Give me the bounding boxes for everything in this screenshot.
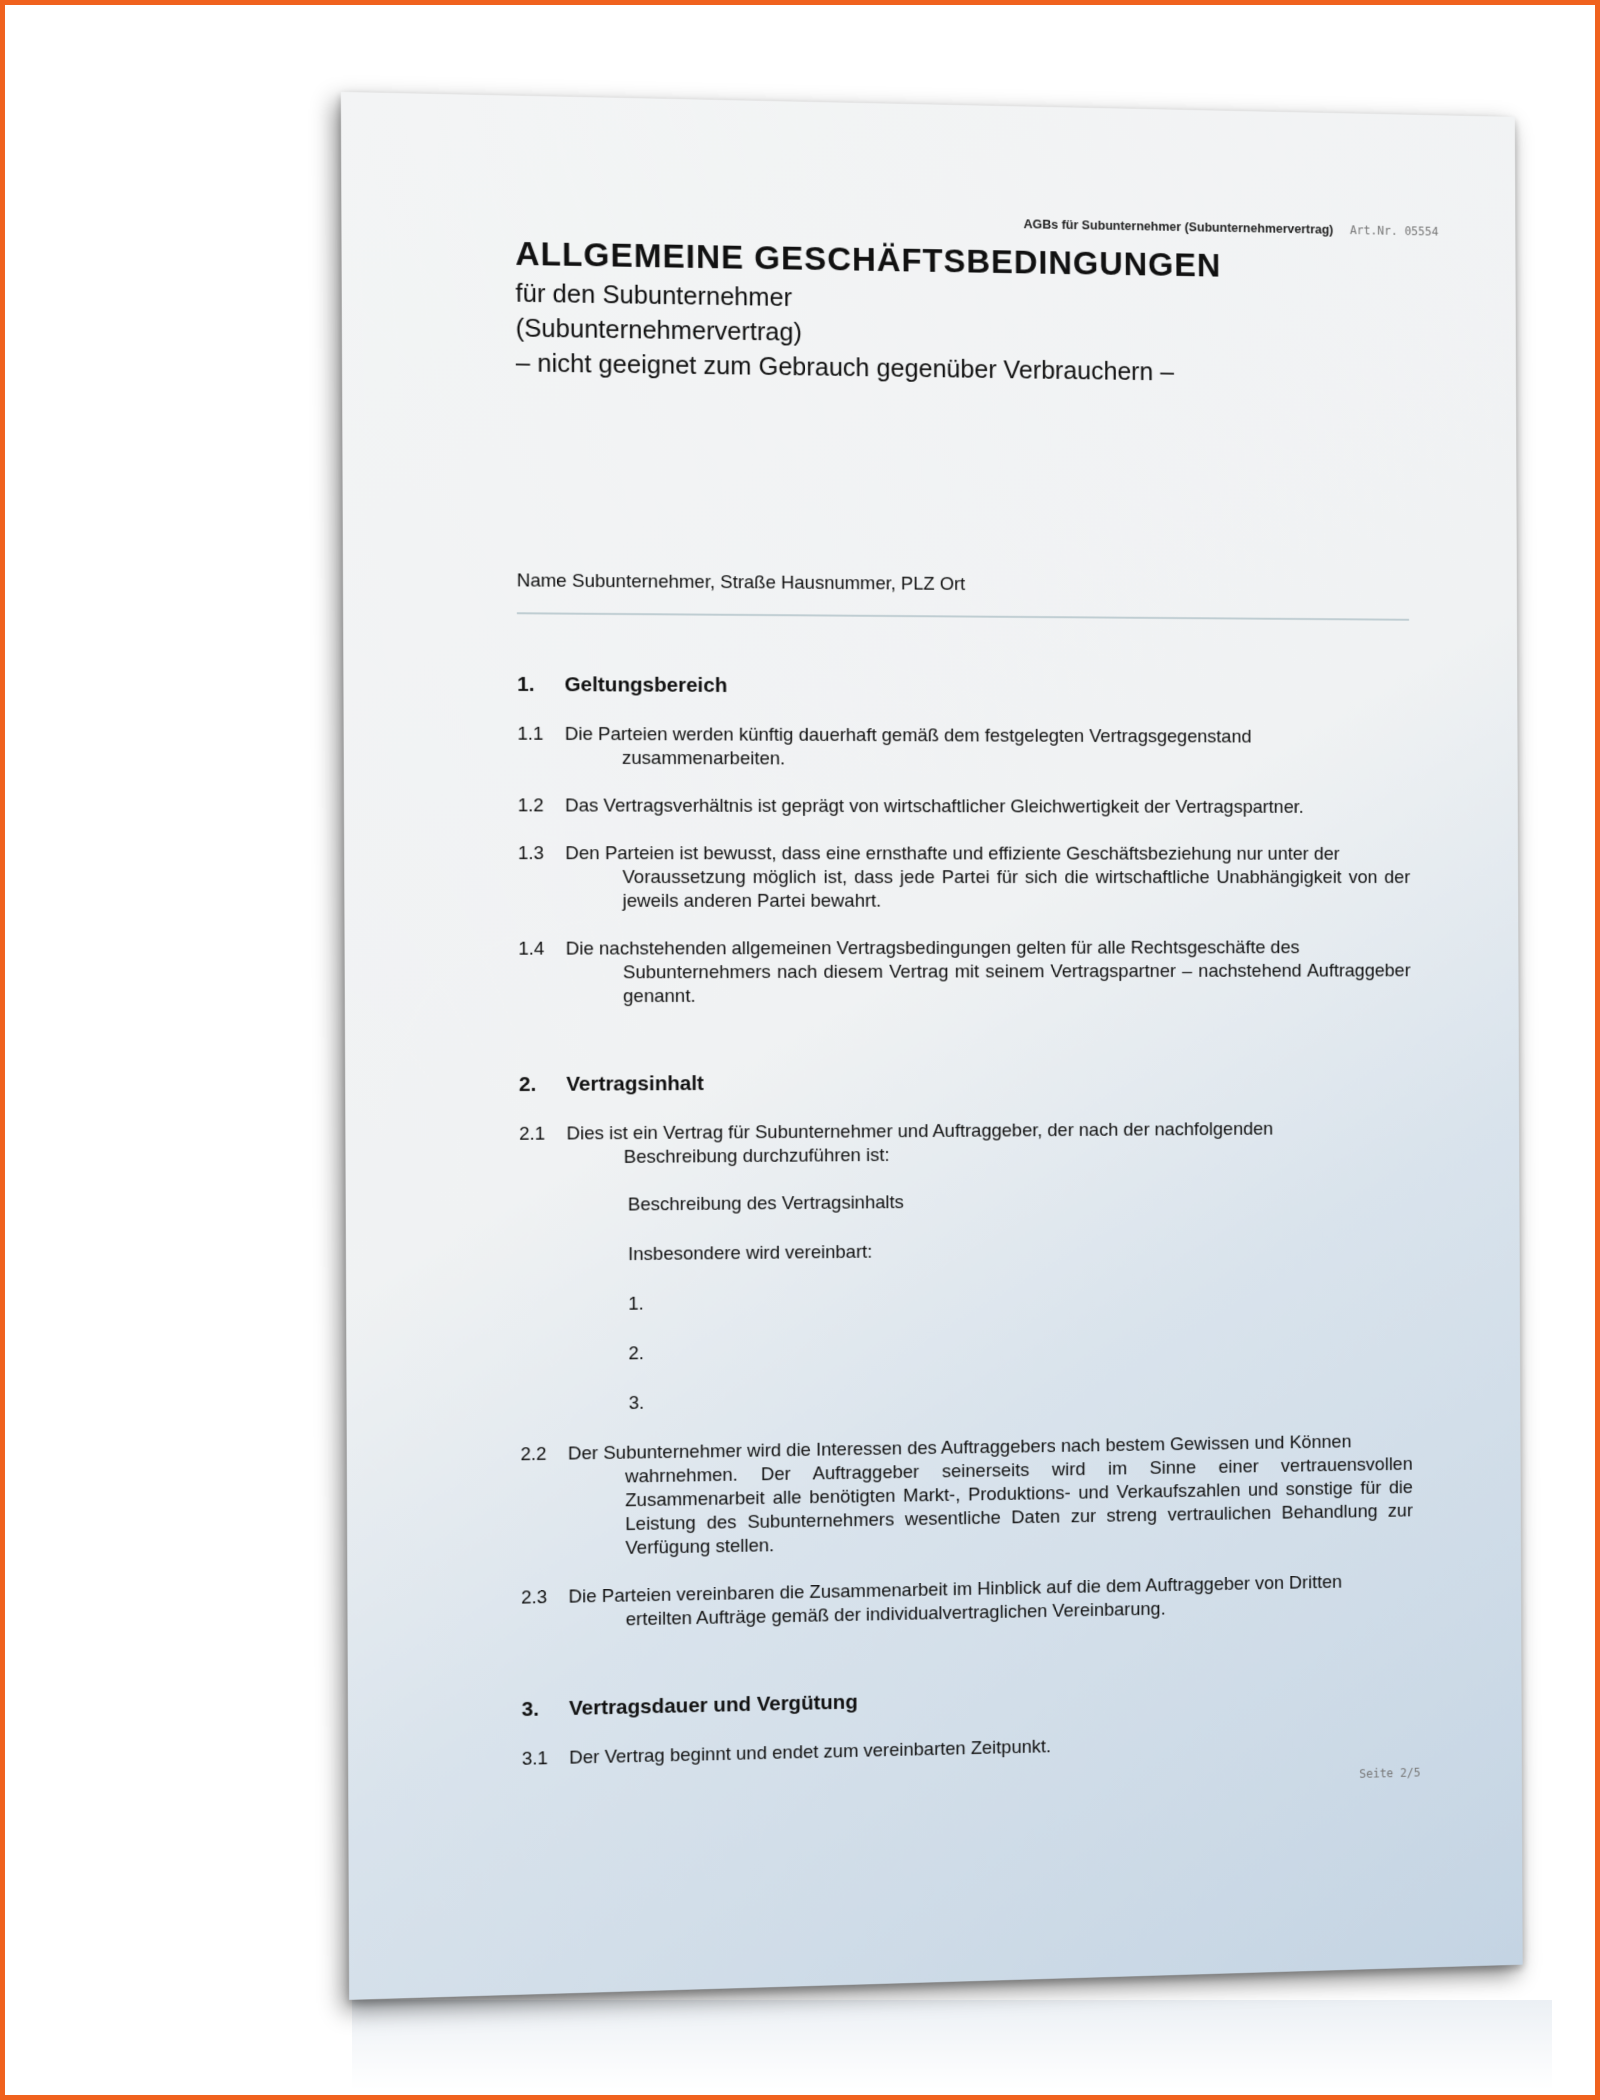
- clause-number: 1.4: [518, 938, 545, 960]
- page-number: Seite 2/5: [1359, 1765, 1421, 1781]
- section-number: 3.: [521, 1697, 539, 1722]
- clause-continuation: Voraussetzung möglich ist, dass jede Partei für sich die wirtschaftliche Unabhängigkeit von der jeweils anderen Partei bewahrt.: [622, 867, 1411, 912]
- clause-continuation: wahrnehmen. Der Auftraggeber seinerseits wird im Sinne einer vertrauensvollen Zusammenarbeit alle benötigten Markt-, Produktions- und Verkaufszahlen und sonstige für die Leistung des Subunternehmers wesentliche Daten zur streng vertraulichen Behandlung zur Verfügung stellen.: [625, 1454, 1413, 1559]
- clause-continuation: erteilten Aufträge gemäß der individualvertraglichen Vereinbarung.: [625, 1598, 1166, 1631]
- clause-number: 2.2: [520, 1443, 547, 1466]
- clause: [521, 1570, 1413, 1635]
- clause-text: [568, 1570, 1413, 1634]
- clause: [518, 842, 1410, 914]
- page-header: [1023, 216, 1438, 238]
- clause-first-line: Die Parteien vereinbaren die Zusammenarbeit im Hinblick auf die dem Auftraggeber von Dritten: [568, 1572, 1343, 1608]
- document-title: ALLGEMEINE GESCHÄFTSBEDINGUNGEN: [515, 234, 1222, 285]
- clause-text: [565, 723, 1410, 773]
- contract-description: Beschreibung des Vertragsinhalts: [627, 1192, 904, 1216]
- clause-number: 1.3: [517, 843, 545, 865]
- divider: [517, 612, 1409, 620]
- section-title: [517, 673, 1409, 701]
- title-block: [515, 235, 1384, 390]
- clause-first-line: Der Vertrag beginnt und endet zum vereinbarten Zeitpunkt.: [569, 1736, 1052, 1769]
- clause: [517, 723, 1409, 773]
- clause-text: [565, 795, 1410, 820]
- agreement-intro: Insbesondere wird vereinbart:: [628, 1241, 873, 1266]
- clause-first-line: Das Vertragsverhältnis ist geprägt von wirtschaftlicher Gleichwertigkeit der Vertragspartner.: [565, 795, 1304, 818]
- document-page: [341, 92, 1523, 2000]
- clause-continuation: zusammenarbeiten.: [621, 748, 786, 770]
- clause-first-line: Die Parteien werden künftig dauerhaft gemäß dem festgelegten Vertragsgegenstand: [564, 723, 1252, 748]
- section-number: 2.: [518, 1073, 537, 1097]
- clause-first-line: Dies ist ein Vertrag für Subunternehmer und Auftraggeber, der nach der nachfolgenden: [566, 1118, 1274, 1145]
- clause-number: 2.3: [521, 1587, 548, 1609]
- subtitle-line-2: (Subunternehmervertrag): [515, 312, 803, 347]
- subtitle-line-3: – nicht geeignet zum Gebrauch gegenüber Verbrauchern –: [515, 347, 1174, 387]
- clause-number: 1.2: [517, 795, 544, 817]
- clause-text: [568, 1430, 1413, 1562]
- clause: [522, 1727, 1414, 1772]
- subtitle-line-1: für den Subunternehmer: [515, 277, 793, 312]
- section-heading: Vertragsinhalt: [566, 1072, 704, 1096]
- clause-first-line: Der Subunternehmer wird die Interessen des Auftraggebers nach bestem Gewissen und Können: [567, 1431, 1352, 1465]
- clause-first-line: Den Parteien ist bewusst, dass eine ernsthafte und effiziente Geschäftsbeziehung nur unter der: [565, 843, 1340, 865]
- clause-continuation: Subunternehmers nach diesem Vertrag mit seinem Vertragspartner – nachstehend Auftraggeber genannt.: [622, 960, 1411, 1008]
- section-number: 1.: [517, 672, 535, 696]
- clause-text: [565, 842, 1410, 914]
- header-doc-name: AGBs für Subunternehmer (Subunternehmervertrag): [1023, 216, 1334, 237]
- clause: [518, 936, 1410, 1009]
- clause-continuation: Beschreibung durchzuführen ist:: [623, 1145, 890, 1168]
- clause-number: 2.1: [519, 1123, 546, 1145]
- clause: [519, 1117, 1411, 1171]
- clause-text: [566, 1117, 1411, 1170]
- clause: [520, 1430, 1413, 1563]
- contract-content-block: [519, 1187, 1412, 1417]
- section-heading: Geltungsbereich: [564, 673, 728, 697]
- clause-text: [569, 1727, 1414, 1771]
- address-line: Name Subunternehmer, Straße Hausnummer, PLZ Ort: [516, 570, 966, 595]
- clause-first-line: Die nachstehenden allgemeinen Vertragsbedingungen gelten für alle Rechtsgeschäfte des: [565, 937, 1300, 960]
- clause-number: 1.1: [517, 723, 544, 745]
- page-reflection: [352, 2000, 1552, 2090]
- section-heading: Vertragsdauer und Vergütung: [568, 1690, 858, 1720]
- clause-text: [566, 936, 1411, 1009]
- clause-number: 3.1: [521, 1748, 548, 1770]
- clause: [518, 794, 1410, 819]
- header-art-nr: Art.Nr. 05554: [1349, 223, 1439, 239]
- section-title: [519, 1069, 1411, 1097]
- list-item: 1.: [628, 1293, 644, 1315]
- document-body: [517, 673, 1414, 1796]
- list-item: 3.: [628, 1392, 645, 1414]
- list-item: 2.: [628, 1343, 645, 1365]
